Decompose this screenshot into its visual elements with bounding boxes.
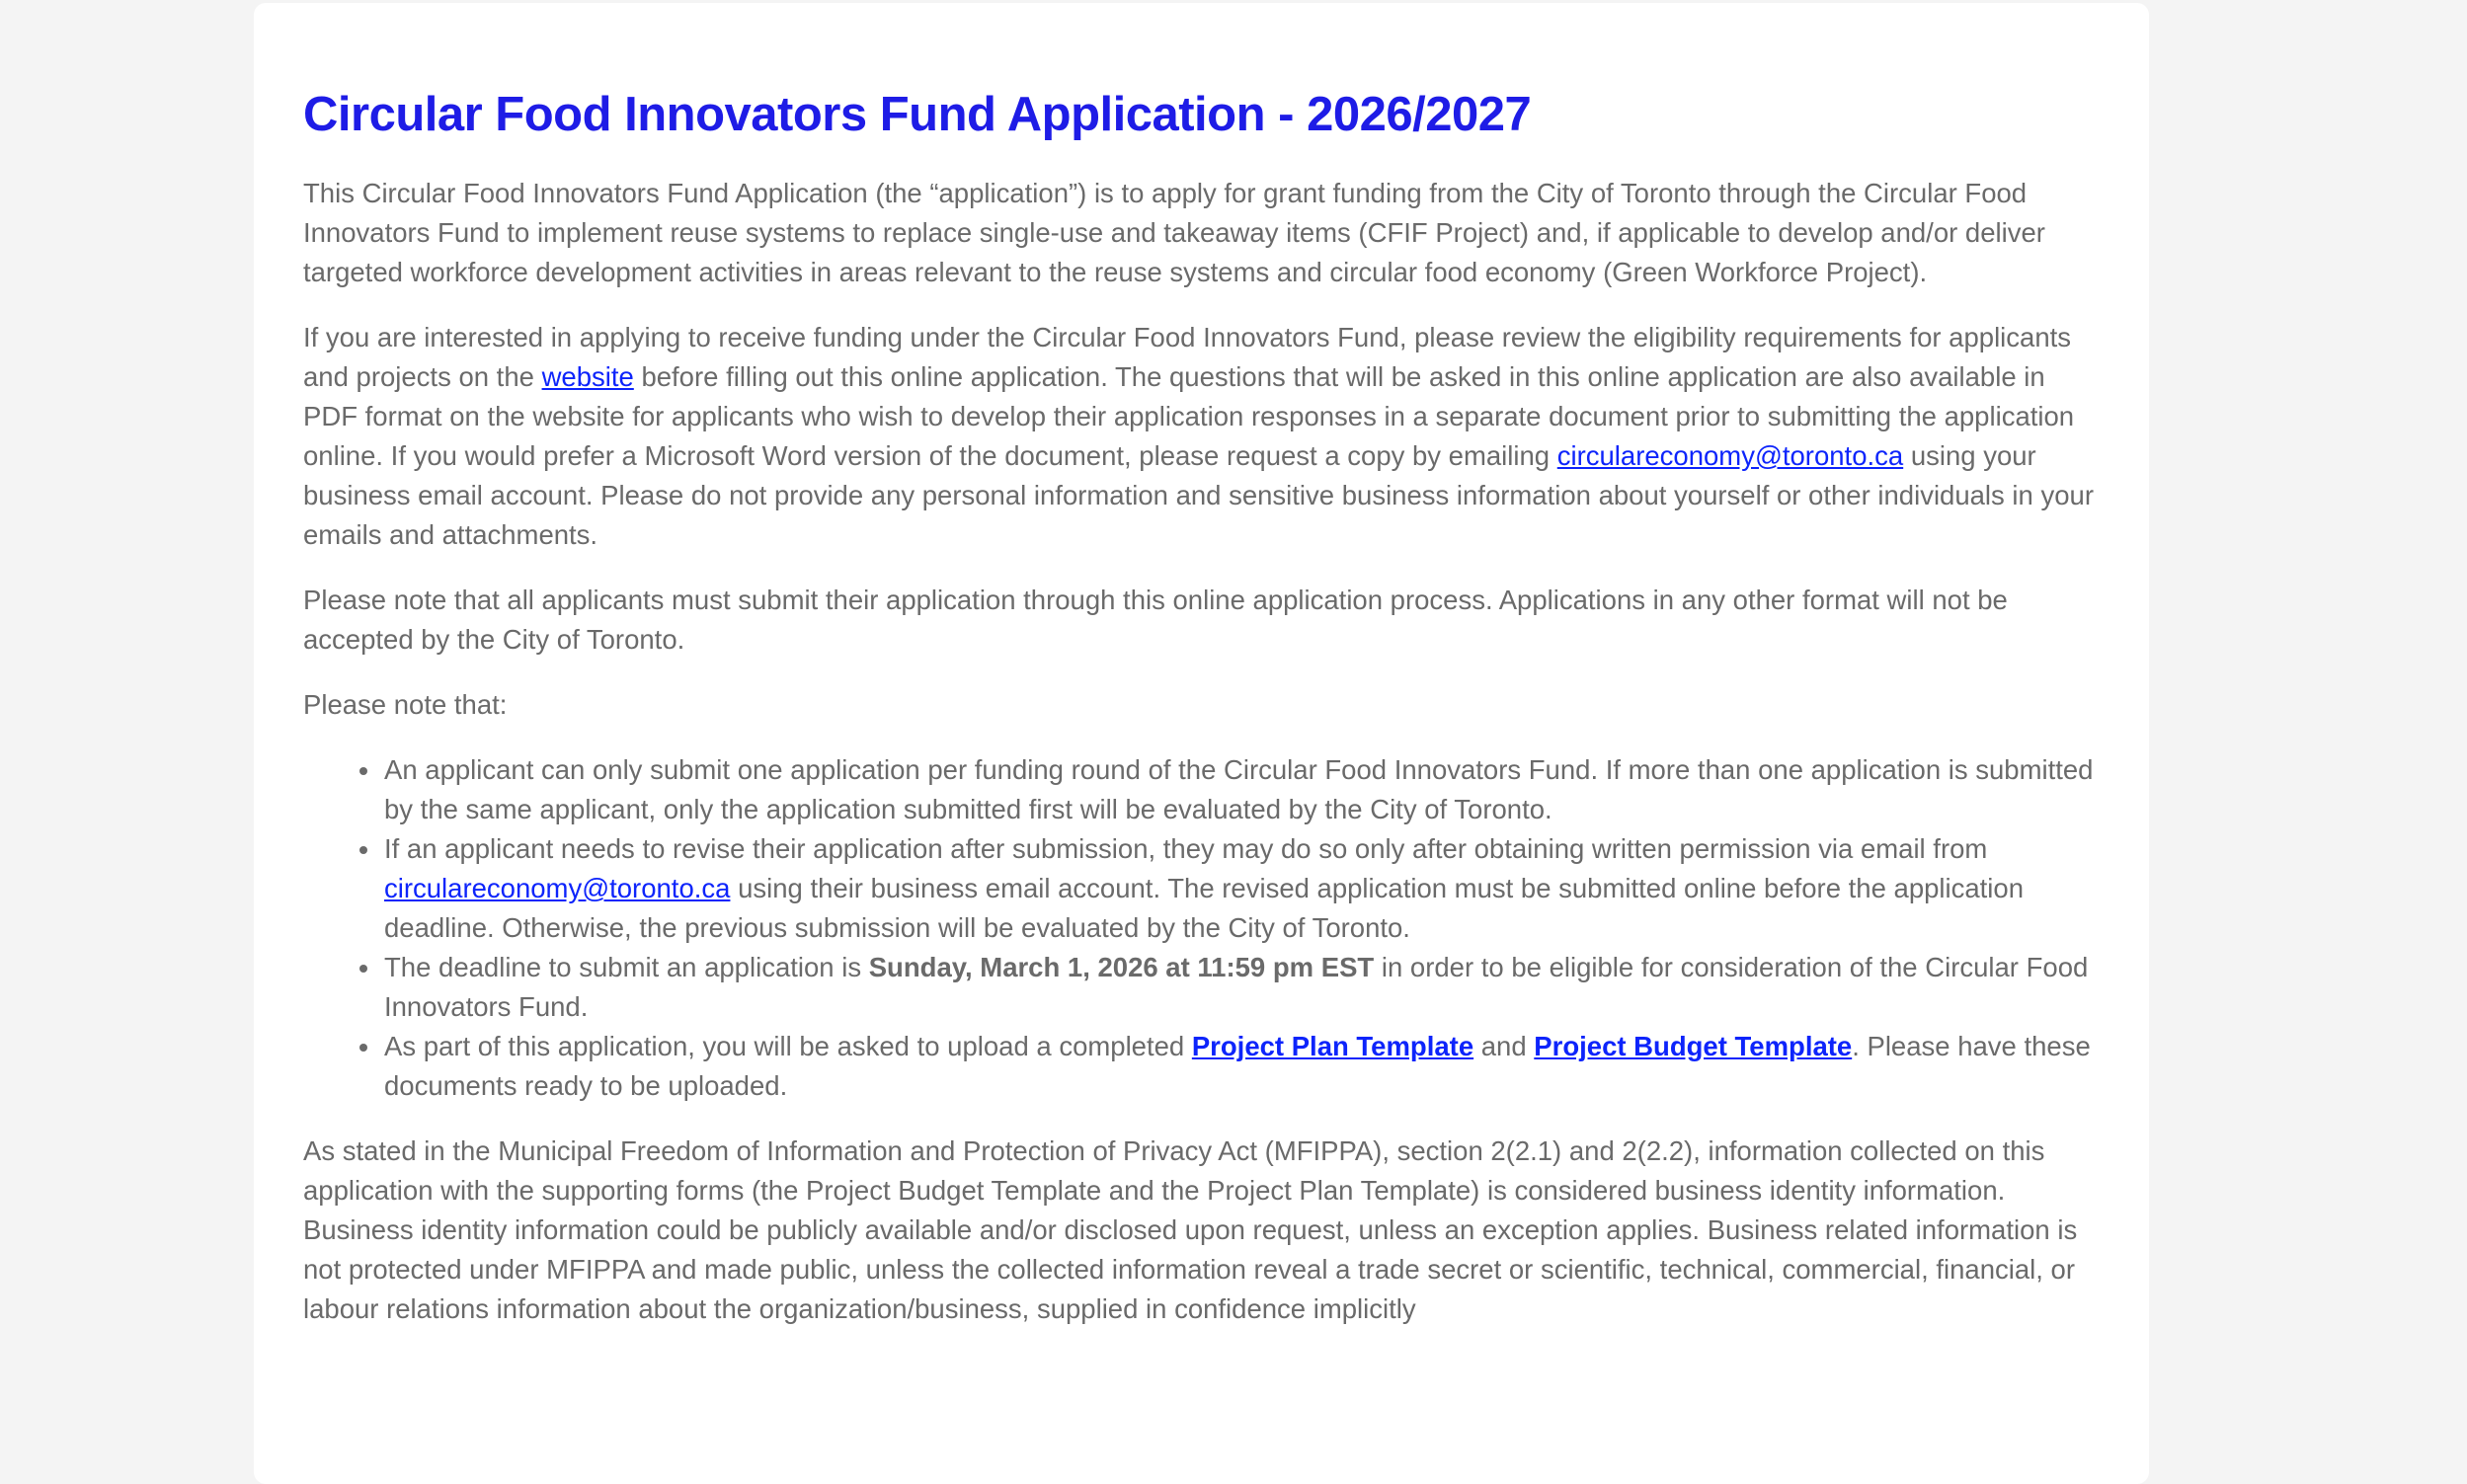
eligibility-paragraph <box>303 318 2104 555</box>
deadline-date-text: Sunday, March 1, 2026 at 11:59 pm EST <box>868 951 1375 982</box>
eligibility-text-mid: before filling out this online application. The questions that will be asked in this online application are also available in PDF format on the website for applicants who wish to develop their application responses in a separate document prior to submitting the application online. If you would prefer a Microsoft Word version of the document, please request a copy by emailing <box>303 360 2075 471</box>
list-item-deadline <box>382 948 2104 1027</box>
list-item-revision <box>382 829 2104 948</box>
uploads-text-pre: As part of this application, you will be asked to upload a completed <box>384 1030 1192 1061</box>
project-budget-template-link[interactable]: Project Budget Template <box>1534 1030 1853 1061</box>
revision-text-pre: If an applicant needs to revise their application after submission, they may do so only after obtaining written permission via email from <box>384 832 1988 864</box>
circular-economy-email-link[interactable]: circulareconomy@toronto.ca <box>1556 439 1904 471</box>
uploads-text-post: . Please have these documents ready to be uploaded. <box>384 1030 2091 1101</box>
website-link[interactable]: website <box>541 360 634 392</box>
eligibility-text-post: using your business email account. Please do not provide any personal information and sensitive business information about yourself or other individuals in your emails and attachments. <box>303 439 2094 550</box>
list-item-uploads <box>382 1027 2104 1106</box>
deadline-text-post: in order to be eligible for consideration of the Circular Food Innovators Fund. <box>384 951 2089 1022</box>
revision-text-post: using their business email account. The revised application must be submitted online before the application deadline. Otherwise, the previous submission will be evaluated by the City of Toronto. <box>384 872 2025 943</box>
deadline-text-pre: The deadline to submit an application is <box>384 951 869 982</box>
application-form-card <box>254 3 2149 1484</box>
submission-paragraph: Please note that all applicants must submit their application through this online application process. Applications in any other format will not be accepted by the City of Toronto. <box>303 584 2008 655</box>
list-item-one-application <box>382 750 2104 829</box>
notes-list <box>303 750 2104 1106</box>
eligibility-text-pre: If you are interested in applying to receive funding under the Circular Food Innovators Fund, please review the eligibility requirements for applicants and projects on the <box>303 321 2072 392</box>
privacy-paragraph: As stated in the Municipal Freedom of Information and Protection of Privacy Act (MFIPPA), section 2(2.1) and 2(2.2), information collected on this application with the supporting forms (the Project Budget Template and the Project Plan Template) is considered business identity information. Business identity information could be publicly available and/or disclosed upon request, unless an exception applies. Business related information is not protected under MFIPPA and made public, unless the collected information reveal a trade secret or scientific, technical, commercial, financial, or labour relations information about the organization/business, supplied in confidence implicitly <box>303 1134 2078 1324</box>
uploads-text-mid: and <box>1473 1030 1535 1061</box>
circular-economy-email-link-2[interactable]: circulareconomy@toronto.ca <box>384 872 731 903</box>
one-application-text: An applicant can only submit one application per funding round of the Circular Food Innovators Fund. If more than one application is submitted by the same applicant, only the application submitted first will be evaluated by the City of Toronto. <box>384 753 2094 824</box>
intro-paragraph: This Circular Food Innovators Fund Application (the “application”) is to apply for grant funding from the City of Toronto through the Circular Food Innovators Fund to implement reuse systems to replace single-use and takeaway items (CFIF Project) and, if applicable to develop and/or deliver targeted workforce development activities in areas relevant to the reuse systems and circular food economy (Green Workforce Project). <box>303 177 2045 287</box>
project-plan-template-link[interactable]: Project Plan Template <box>1191 1030 1474 1061</box>
page-title: Circular Food Innovators Fund Application - 2026/2027 <box>303 88 1532 141</box>
notes-intro: Please note that: <box>303 688 508 720</box>
